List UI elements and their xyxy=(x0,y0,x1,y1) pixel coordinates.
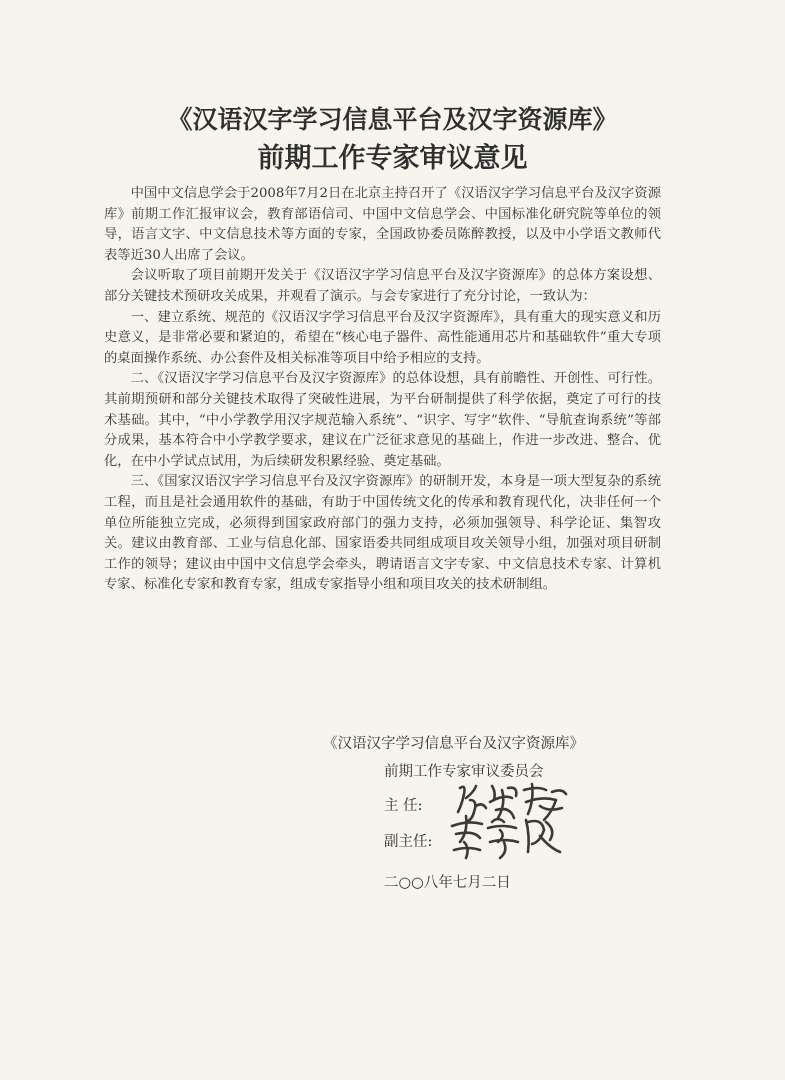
paragraph-point-two: 二、《汉语汉字学习信息平台及汉字资源库》的总体设想，具有前瞻性、开创性、可行性。其前期预研和部分关键技术取得了突破性进展，为平台研制提供了科学依据，奠定了可行的技术基础。其中，“中小学教学用汉字规范输入系统”、“识字、写字”软件、“导航查询系统”等部分成果，基本符合中小学教学要求，建议在广泛征求意见的基础上，作进一步改进、整合、优化，在中小学试点试用，为后续研发积累经验、奠定基础。 xyxy=(104,371,661,469)
document-body xyxy=(104,184,661,596)
vice-chair-label: 副主任: xyxy=(384,834,433,850)
chair-label: 主 任: xyxy=(384,798,423,814)
paragraph-intro: 中国中文信息学会于2008年7月2日在北京主持召开了《汉语汉字学习信息平台及汉字资源库》前期工作汇报审议会，教育部语信司、中国中文信息学会、中国标准化研究院等单位的领导，语言文字、中文信息技术等方面的专家，全国政协委员陈醉教授，以及中小学语文教师代表等近30人出席了会议。 xyxy=(104,186,661,263)
document-title-line2: 前期工作专家审议意见 xyxy=(257,143,528,174)
paragraph-point-one: 一、建立系统、规范的《汉语汉字学习信息平台及汉字资源库》，具有重大的现实意义和历史意义，是非常必要和紧迫的，希望在“核心电子器件、高性能通用芯片和基础软件”重大专项的桌面操作系统、办公套件及相关标准等项目中给予相应的支持。 xyxy=(104,309,661,366)
committee-name-line2: 前期工作专家审议委员会 xyxy=(384,764,544,780)
vice-chair-signature xyxy=(446,812,564,862)
committee-name-line1: 《汉语汉字学习信息平台及汉字资源库》 xyxy=(323,736,584,752)
document-date: 二○○八年七月二日 xyxy=(384,875,511,891)
paragraph-meeting: 会议听取了项目前期开发关于《汉语汉字学习信息平台及汉字资源库》的总体方案设想、部分关键技术预研攻关成果，并观看了演示。与会专家进行了充分讨论，一致认为： xyxy=(104,268,661,304)
document-title-line1: 《汉语汉字学习信息平台及汉字资源库》 xyxy=(167,105,618,134)
paragraph-point-three: 三、《国家汉语汉字学习信息平台及汉字资源库》的研制开发，本身是一项大型复杂的系统工程，而且是社会通用软件的基础，有助于中国传统文化的传承和教育现代化，决非任何一个单位所能独立完成，必须得到国家政府部门的强力支持，必须加强领导、科学论证、集智攻关。建议由教育部、工业与信息化部、国家语委共同组成项目攻关领导小组，加强对项目研制工作的领导；建议由中国中文信息学会牵头，聘请语言文字专家、中文信息技术专家、计算机专家、标准化专家和教育专家，组成专家指导小组和项目攻关的技术研制组。 xyxy=(104,474,661,593)
